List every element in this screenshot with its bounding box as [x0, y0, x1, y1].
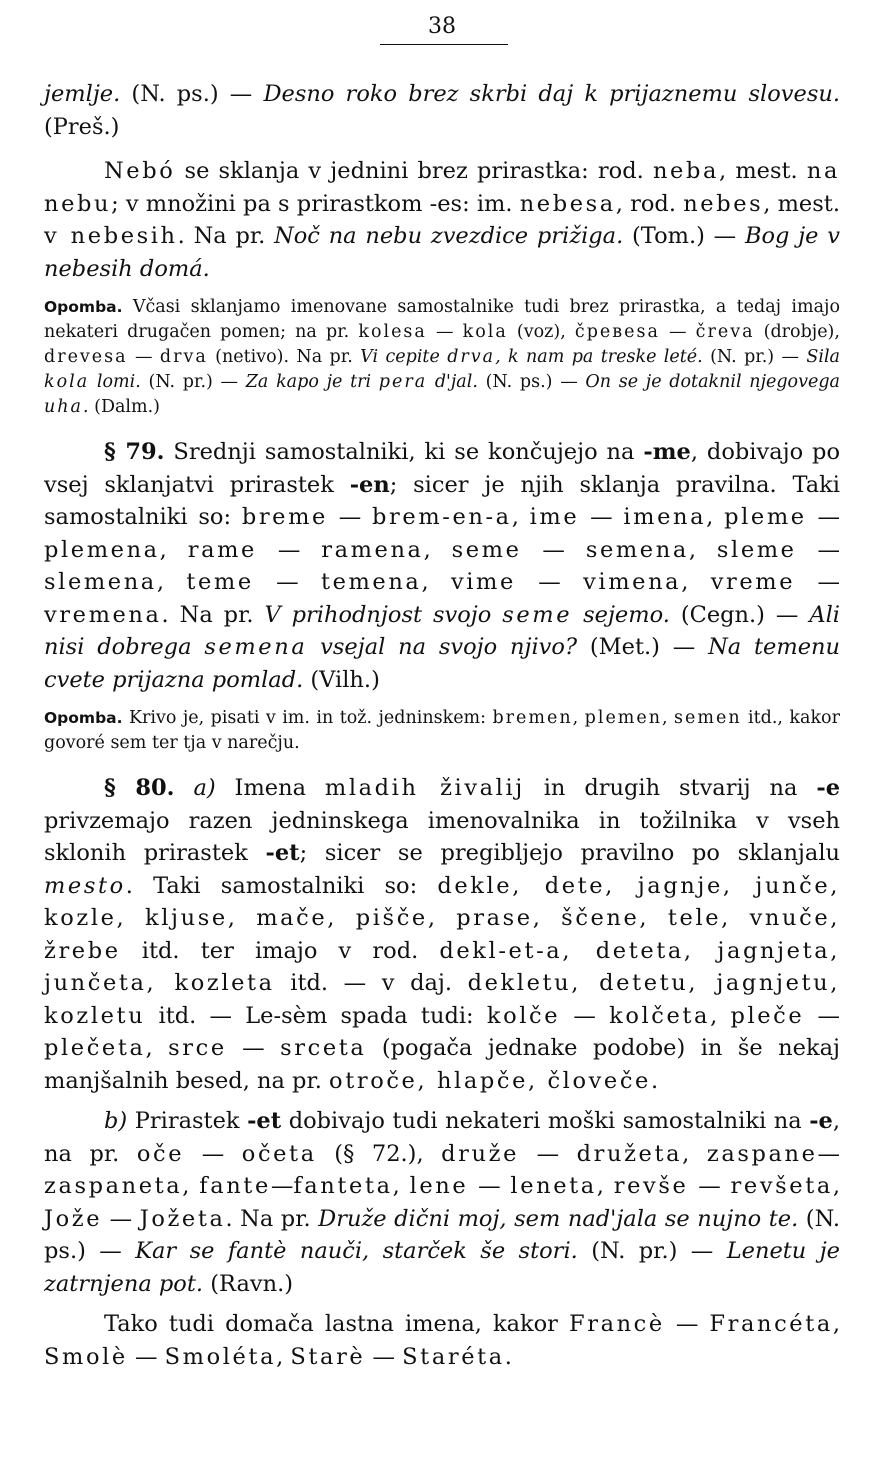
text-span: fante — [199, 1173, 271, 1199]
text-span: (N. pr.) — — [140, 372, 246, 392]
text-span: drva — [159, 347, 208, 367]
text-span: (Tom.) — — [623, 223, 745, 249]
text-span: (Met.) — — [577, 634, 709, 660]
text-span: (Vilh.) — [303, 666, 380, 693]
text-span: (N. ps.) — — [477, 372, 586, 392]
text-span: otroče, hlapče, človeče — [329, 1067, 651, 1094]
text-span: kolče — [486, 1002, 561, 1029]
text-span: nebesa — [519, 190, 616, 217]
text-span: vsejal na svojo njivo? — [307, 634, 578, 660]
text-span: , rod. — [615, 190, 684, 217]
text-span: Krivo je, pisati v im. in tož. jedninskem: — [122, 708, 493, 728]
text-span: — — [426, 322, 463, 342]
text-span: kola — [44, 372, 90, 392]
text-span: itd. — v daj. — [274, 970, 468, 996]
text-span: itd. ter imajo v rod. — [120, 937, 440, 964]
text-span: Desno roko brez skrbi daj k prijaznemu slovesu. — [263, 81, 841, 107]
text-span: plemen — [584, 708, 663, 728]
text-span: -et — [265, 840, 300, 866]
text-span: ; sicer se pregibljejo pravilno po sklanjalu — [299, 840, 841, 866]
text-span: Noč na nebu zvezdice prižiga. — [274, 223, 624, 249]
text-span: b) — [104, 1108, 128, 1134]
text-span: bremen — [492, 708, 573, 728]
text-span: Za kapo je tri — [245, 372, 379, 392]
text-span: -e — [809, 1108, 833, 1134]
text-span: seme — [451, 536, 522, 563]
text-span: temena — [320, 569, 422, 595]
text-span: zaspane — [706, 1140, 818, 1167]
text-span: Francéta — [709, 1311, 833, 1337]
text-span: , — [421, 569, 451, 595]
text-span: . Na pr. — [225, 1205, 319, 1232]
text-span: , — [596, 1173, 614, 1199]
header-rule — [380, 44, 508, 45]
text-span: revše — [613, 1173, 689, 1199]
text-span: jemlje. — [44, 81, 121, 107]
text-span: semena — [204, 634, 308, 660]
text-span: Tako tudi domača lastna imena, kakor — [104, 1311, 569, 1337]
text-span: On se je dotaknil njegovega — [585, 372, 840, 392]
text-span: . — [650, 1067, 659, 1094]
text-span: itd. — Le-sèm spada tudi: — [145, 1002, 487, 1029]
text-span: srceta — [280, 1035, 367, 1061]
text-span: Sila — [806, 347, 840, 367]
section-80c — [44, 1308, 840, 1373]
text-span: , — [706, 504, 725, 530]
text-span: dekletu, detetu, jagnjetu, kozletu — [44, 970, 840, 1029]
text-span: — — [253, 569, 321, 595]
text-span: -me — [643, 439, 691, 465]
text-span: v nebesih — [44, 223, 178, 249]
note-label: Opomba. — [44, 709, 123, 727]
text-span: kolčeta — [609, 1002, 711, 1029]
text-span: (drobje), — [754, 322, 840, 342]
text-span: — — [817, 1140, 840, 1167]
text-span: semen — [674, 708, 742, 728]
text-span: (netivo). Na pr. — [207, 347, 361, 367]
text-span: , — [392, 1173, 410, 1199]
text-span: zaspaneta — [44, 1173, 183, 1199]
text-span: mladih živalij — [324, 775, 525, 801]
section-number: § 80. — [104, 775, 175, 801]
text-span: ramena — [321, 536, 424, 563]
text-span: , — [145, 1035, 169, 1061]
text-span: pera — [378, 372, 428, 392]
text-span: leneta — [510, 1173, 597, 1199]
text-span: — — [256, 536, 322, 563]
text-span: -et — [247, 1108, 282, 1134]
text-span: , — [182, 1173, 200, 1199]
text-span: Prirastek — [127, 1108, 248, 1134]
text-span: čreva — [695, 322, 755, 342]
text-span: vreme — [710, 569, 796, 595]
text-span: druže — [441, 1140, 519, 1167]
text-span: semena — [585, 536, 689, 563]
text-span: Na temenu cvete prijazna pomlad. — [44, 634, 841, 693]
text-span: Francè — [569, 1311, 665, 1337]
text-span: itd., kakor govoré sem ter tja v narečju. — [44, 708, 840, 753]
text-span: privzemajo razen jedninskega imenovalnika in tožilnika v vseh sklonih prirastek — [44, 807, 840, 866]
text-span: vremena — [44, 601, 162, 628]
text-span: — — [579, 504, 624, 530]
text-span: kolesa — [358, 322, 427, 342]
text-span: breme — [241, 504, 328, 530]
text-span: vimena — [583, 569, 682, 595]
text-span: dekle, dete, jagnje, junče, kozle, kljuse, mače, pišče, prase, ščene, tele, vnuče, žrebe — [44, 872, 841, 964]
text-span: — — [270, 1173, 294, 1199]
text-span: teme — [186, 569, 254, 595]
text-span: fanteta — [293, 1173, 393, 1199]
note-paragraph — [44, 295, 840, 420]
text-span: , na pr. — [44, 1108, 841, 1167]
text-span: -en — [349, 471, 390, 498]
text-span: , — [572, 708, 585, 728]
text-span: V prihodnjost svojo — [264, 601, 503, 628]
text-span: , dobivajo po vsej sklanjatvi prirastek — [44, 439, 840, 498]
section-number: § 79. — [104, 439, 165, 465]
text-span: oče — [136, 1140, 185, 1167]
text-span: Staréta — [402, 1343, 505, 1370]
text-span: Jožeta — [139, 1205, 226, 1232]
text-span: . — [504, 1343, 512, 1370]
paragraph-continuation — [44, 78, 840, 143]
text-span: . — [82, 397, 89, 417]
text-span: — — [519, 1140, 577, 1167]
text-span: neba — [652, 158, 719, 184]
text-span: . Taki samostalniki so: — [125, 872, 438, 899]
text-span: , — [710, 1002, 731, 1029]
section-80b — [44, 1105, 840, 1300]
text-span: — — [365, 1343, 403, 1370]
text-span: , mest. — [763, 190, 840, 217]
text-span: slemena — [44, 569, 157, 595]
text-span: Druže dični moj, sem nad'jala se nujno te. — [318, 1205, 799, 1232]
text-span: , — [662, 708, 675, 728]
text-span: Ali nisi dobrega — [44, 601, 840, 660]
text-span: , — [688, 536, 717, 563]
text-span: . Na pr. — [177, 223, 275, 249]
text-span: ; v množini pa s prirastkom -es: im. — [111, 190, 520, 217]
text-span: Kar se fantè nauči, starček še stori. — [135, 1238, 578, 1264]
text-span: Bog je v nebesih domá. — [44, 223, 840, 282]
text-span: Starè — [290, 1343, 366, 1370]
text-span: — — [664, 1311, 710, 1337]
text-span: — — [806, 504, 840, 530]
text-span: (§ 72.), — [316, 1140, 442, 1167]
text-span: , k nam pa treske leté. — [495, 347, 703, 367]
text-span: , — [832, 1311, 841, 1337]
text-span: Nebó — [104, 158, 176, 184]
text-span: sleme — [716, 536, 797, 563]
text-span: -e — [816, 775, 841, 801]
text-span: brem-en-a — [372, 504, 512, 530]
text-span: drevesa — [44, 347, 128, 367]
text-span: a) — [193, 775, 216, 801]
text-span: Včasi sklanjamo imenovane samostalnike tudi brez prirastka, a tedaj imajo nekateri drugačen pomen; na pr. — [44, 297, 840, 342]
text-span: ; sicer je njih sklanja pravilna. Taki samostalniki so: — [44, 471, 840, 530]
text-span: lene — [409, 1173, 469, 1199]
text-span: — — [127, 1343, 165, 1370]
text-span: (Cegn.) — — [669, 601, 810, 628]
text-span: , — [156, 569, 187, 595]
page-header — [44, 14, 840, 40]
text-span: , — [681, 569, 711, 595]
text-span: Jože — [44, 1205, 103, 1232]
text-span: — — [226, 1035, 281, 1061]
text-span: — — [521, 536, 586, 563]
text-span: plečeta — [44, 1035, 146, 1061]
text-span: Srednji samostalniki, ki se končujejo na — [164, 439, 644, 465]
text-span: , — [159, 536, 188, 563]
text-span: — — [688, 1173, 731, 1199]
text-span: — — [659, 322, 696, 342]
text-span: se sklanja v jednini brez prirastka: rod. — [175, 158, 653, 184]
text-span: imena — [623, 504, 707, 530]
text-span: revšeta — [730, 1173, 833, 1199]
text-span: , — [276, 1343, 291, 1370]
text-span: , — [832, 1173, 841, 1199]
text-span: Smoléta — [164, 1343, 277, 1370]
note-paragraph — [44, 706, 840, 756]
text-span: Imena — [215, 775, 325, 801]
text-span: mesto — [44, 872, 126, 899]
text-span: — — [127, 347, 160, 367]
text-span: d'jal. — [427, 372, 478, 392]
text-span: in drugih stvarij na — [524, 775, 817, 801]
text-span: — — [184, 1140, 242, 1167]
text-span: seme — [502, 601, 573, 628]
text-span: uha — [44, 397, 83, 417]
text-span: — — [560, 1002, 610, 1029]
text-span: plemena — [44, 536, 160, 563]
text-span: — — [515, 569, 584, 595]
text-span: drva — [447, 347, 496, 367]
text-span: , — [511, 504, 530, 530]
page-body — [44, 78, 840, 1373]
text-span: — — [795, 569, 840, 595]
text-span: (N. ps.) — — [44, 1205, 840, 1264]
text-span: , — [423, 536, 452, 563]
text-span: lomi. — [89, 372, 141, 392]
text-span: dekl-et-a, deteta, jagnjeta, junčeta, kozleta — [44, 937, 840, 996]
text-span: — — [102, 1205, 140, 1232]
section-79 — [44, 436, 840, 696]
section-80a — [44, 772, 840, 1097]
text-span: čревesa — [574, 322, 660, 342]
text-span: , — [682, 1140, 707, 1167]
text-span: sejemo. — [572, 601, 670, 628]
paragraph-nebo — [44, 155, 840, 285]
text-span: — — [796, 536, 840, 563]
text-span: (N. ps.) — — [120, 81, 264, 107]
text-span: (Preš.) — [44, 113, 120, 140]
text-span: pleče — [730, 1002, 805, 1029]
text-span: vime — [450, 569, 516, 595]
text-span: (Ravn.) — [203, 1270, 293, 1297]
text-span: (voz), — [507, 322, 575, 342]
text-span: (N. pr.) — — [702, 347, 807, 367]
text-span: . Na pr. — [161, 601, 265, 628]
text-span: na nebu — [44, 158, 840, 217]
text-span: (Dalm.) — [88, 397, 160, 417]
text-span: očeta — [241, 1140, 317, 1167]
text-span: Vi cepite — [360, 347, 448, 367]
text-span: Smolè — [44, 1343, 128, 1370]
text-span: srce — [168, 1035, 227, 1061]
text-span: — — [468, 1173, 511, 1199]
text-span: (pogača jednake podobe) in še nekaj manjšalnih besed, na pr. — [44, 1035, 840, 1094]
text-span: rame — [187, 536, 257, 563]
text-span: nebes — [683, 190, 764, 217]
text-span: Lenetu je zatrnjena pot. — [44, 1238, 840, 1297]
text-span: dobivajo tudi nekateri moški samostalniki na — [281, 1108, 810, 1134]
text-span: — — [327, 504, 373, 530]
text-span: pleme — [724, 504, 807, 530]
text-span: , mest. — [719, 158, 807, 184]
text-span: ime — [529, 504, 580, 530]
text-span — [175, 775, 194, 801]
text-span: kola — [462, 322, 508, 342]
note-label: Opomba. — [44, 298, 123, 316]
text-span: družeta — [576, 1140, 683, 1167]
text-span: (N. pr.) — — [577, 1238, 727, 1264]
text-span: — — [804, 1002, 841, 1029]
page-number: 38 — [428, 14, 456, 39]
